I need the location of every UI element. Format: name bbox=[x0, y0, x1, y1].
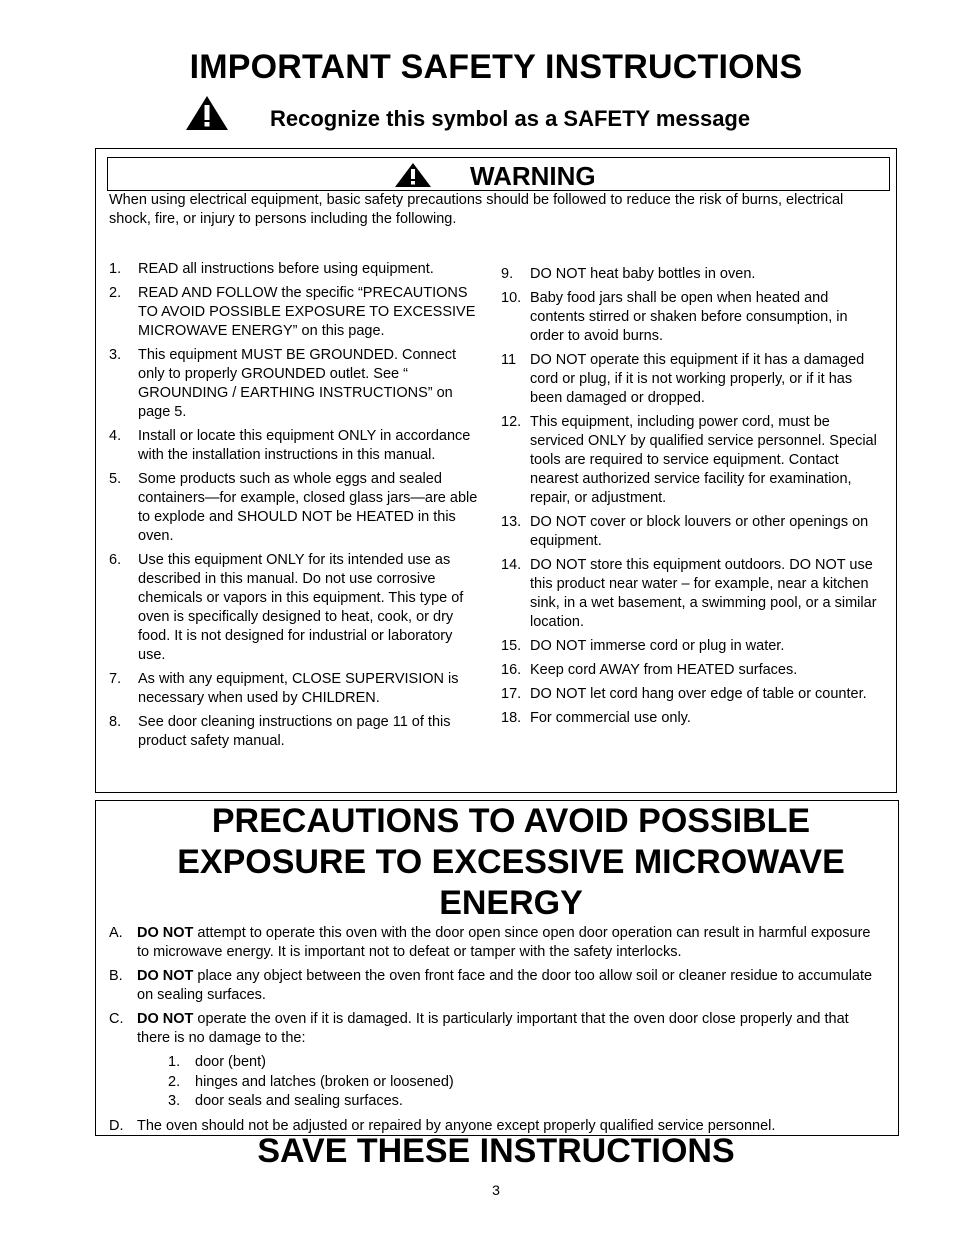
item-text: See door cleaning instructions on page 11 of this product safety manual. bbox=[138, 714, 451, 749]
item-text: DO NOT heat baby bottles in oven. bbox=[530, 266, 756, 282]
list-item bbox=[109, 924, 879, 962]
item-text: As with any equipment, CLOSE SUPERVISION is necessary when used by CHILDREN. bbox=[138, 671, 459, 706]
list-item bbox=[109, 470, 479, 546]
item-text: DO NOT store this equipment outdoors. DO NOT use this product near water – for example, near a kitchen sink, in a wet basement, a swimming pool, or a similar location. bbox=[530, 557, 877, 630]
precautions-title-line: ENERGY bbox=[439, 884, 583, 922]
sublist-item bbox=[137, 1053, 879, 1073]
item-text: Use this equipment ONLY for its intended use as described in this manual. Do not use corrosive chemicals or vapors in this equipment. This type of oven is specifically designed to heat, cook, or dry food. It is not designed for industrial or laboratory use. bbox=[138, 552, 464, 663]
item-text: This equipment, including power cord, must be serviced ONLY by qualified service personnel. Special tools are required to service equipment. Contact nearest authorized service facility for examination, repair, or adjustment. bbox=[530, 414, 877, 506]
list-item bbox=[501, 513, 881, 551]
item-text: hinges and latches (broken or loosened) bbox=[195, 1073, 454, 1090]
item-number: 17. bbox=[501, 686, 522, 702]
sublist-item bbox=[137, 1073, 879, 1093]
warning-list-right bbox=[501, 265, 881, 733]
warning-header bbox=[107, 157, 890, 191]
item-number: 18. bbox=[501, 710, 522, 726]
item-text: Install or locate this equipment ONLY in accordance with the installation instructions in this manual. bbox=[138, 428, 471, 463]
item-text: operate the oven if it is damaged. It is particularly important that the oven door close properly and that there is no damage to the: bbox=[137, 1011, 849, 1046]
list-item bbox=[109, 1010, 879, 1112]
item-text: Keep cord AWAY from HEATED surfaces. bbox=[530, 662, 798, 678]
item-number: 2. bbox=[109, 285, 122, 301]
list-item bbox=[501, 661, 881, 680]
warning-list-left bbox=[109, 260, 479, 756]
list-item bbox=[109, 284, 479, 341]
warning-title: WARNING bbox=[470, 161, 596, 191]
item-number: 13. bbox=[501, 514, 522, 530]
item-number: 12. bbox=[501, 414, 522, 430]
item-text: This equipment MUST BE GROUNDED. Connect only to properly GROUNDED outlet. See “ GROUNDING / EARTHING INSTRUCTIONS” on page 5. bbox=[138, 347, 457, 420]
list-item bbox=[501, 685, 881, 704]
precautions-section bbox=[95, 800, 899, 1136]
item-text: READ all instructions before using equipment. bbox=[138, 261, 434, 277]
sublist-item bbox=[137, 1092, 879, 1112]
item-number: 16. bbox=[501, 662, 522, 678]
item-number: 2. bbox=[168, 1073, 181, 1090]
list-item bbox=[109, 427, 479, 465]
item-text: DO NOT cover or block louvers or other openings on equipment. bbox=[530, 514, 869, 549]
item-text: DO NOT operate this equipment if it has a damaged cord or plug, if it is not working properly, or if it has been damaged or dropped. bbox=[530, 352, 865, 406]
item-number: 11 bbox=[501, 352, 517, 368]
item-text: Baby food jars shall be open when heated and contents stirred or shaken before consumption, in order to avoid burns. bbox=[530, 290, 848, 344]
item-text: DO NOT let cord hang over edge of table or counter. bbox=[530, 686, 867, 702]
precautions-title-line: PRECAUTIONS TO AVOID POSSIBLE bbox=[211, 802, 811, 840]
page-title: IMPORTANT SAFETY INSTRUCTIONS bbox=[189, 48, 803, 86]
item-number: 15. bbox=[501, 638, 522, 654]
safety-subtitle: Recognize this symbol as a SAFETY message bbox=[270, 106, 751, 131]
item-number: 1. bbox=[168, 1054, 181, 1070]
item-letter: C. bbox=[109, 1011, 124, 1027]
damage-sublist bbox=[137, 1053, 879, 1112]
page-number: 3 bbox=[492, 1182, 500, 1198]
alert-triangle-icon bbox=[394, 162, 432, 188]
list-item bbox=[109, 967, 879, 1005]
save-instructions-heading: SAVE THESE INSTRUCTIONS bbox=[257, 1132, 735, 1170]
item-text: place any object between the oven front face and the door too allow soil or cleaner residue to accumulate on sealing surfaces. bbox=[137, 968, 873, 1003]
alert-triangle-icon bbox=[184, 94, 230, 132]
item-text: attempt to operate this oven with the door open since open door operation can result in harmful exposure to microwave energy. It is important not to defeat or tamper with the safety interlocks. bbox=[137, 925, 871, 960]
warning-intro: When using electrical equipment, basic safety precautions should be followed to reduce the risk of burns, electrical shock, fire, or injury to persons including the following. bbox=[109, 192, 844, 227]
item-number: 4. bbox=[109, 428, 122, 444]
item-text: DO NOT immerse cord or plug in water. bbox=[530, 638, 785, 654]
item-number: 14. bbox=[501, 557, 522, 573]
item-number: 9. bbox=[501, 266, 514, 282]
precautions-title-line: EXPOSURE TO EXCESSIVE MICROWAVE bbox=[177, 843, 845, 881]
item-text: Some products such as whole eggs and sealed containers—for example, closed glass jars—are able to explode and SHOULD NOT be HEATED in this oven. bbox=[138, 471, 478, 544]
item-number: 1. bbox=[109, 261, 122, 277]
item-number: 7. bbox=[109, 671, 122, 687]
item-text: door seals and sealing surfaces. bbox=[195, 1093, 403, 1109]
list-item bbox=[501, 289, 881, 346]
item-emphasis: DO NOT bbox=[137, 968, 194, 984]
list-item bbox=[501, 709, 881, 728]
item-emphasis: DO NOT bbox=[137, 1011, 194, 1027]
item-number: 6. bbox=[109, 552, 122, 568]
list-item bbox=[501, 556, 881, 632]
item-number: 3. bbox=[109, 347, 122, 363]
list-item bbox=[501, 265, 881, 284]
item-letter: D. bbox=[109, 1117, 124, 1134]
list-item bbox=[501, 413, 881, 508]
precautions-title bbox=[96, 801, 926, 924]
item-text: door (bent) bbox=[195, 1054, 266, 1070]
list-item bbox=[501, 637, 881, 656]
item-emphasis: DO NOT bbox=[137, 925, 194, 941]
list-item bbox=[109, 713, 479, 751]
item-text: For commercial use only. bbox=[530, 710, 691, 726]
list-item bbox=[109, 260, 479, 279]
item-number: 3. bbox=[168, 1093, 181, 1109]
item-number: 10. bbox=[501, 290, 522, 306]
list-item bbox=[109, 670, 479, 708]
item-text: The oven should not be adjusted or repaired by anyone except properly qualified service personnel. bbox=[137, 1117, 776, 1134]
list-item bbox=[109, 346, 479, 422]
item-letter: B. bbox=[109, 968, 123, 984]
warning-section bbox=[95, 148, 897, 793]
item-number: 8. bbox=[109, 714, 122, 730]
list-item bbox=[109, 551, 479, 665]
item-number: 5. bbox=[109, 471, 122, 487]
precautions-list bbox=[109, 924, 879, 1141]
item-letter: A. bbox=[109, 925, 123, 941]
item-text: READ AND FOLLOW the specific “PRECAUTIONS TO AVOID POSSIBLE EXPOSURE TO EXCESSIVE MICROWAVE ENERGY” on this page. bbox=[138, 285, 476, 339]
list-item bbox=[501, 351, 881, 408]
